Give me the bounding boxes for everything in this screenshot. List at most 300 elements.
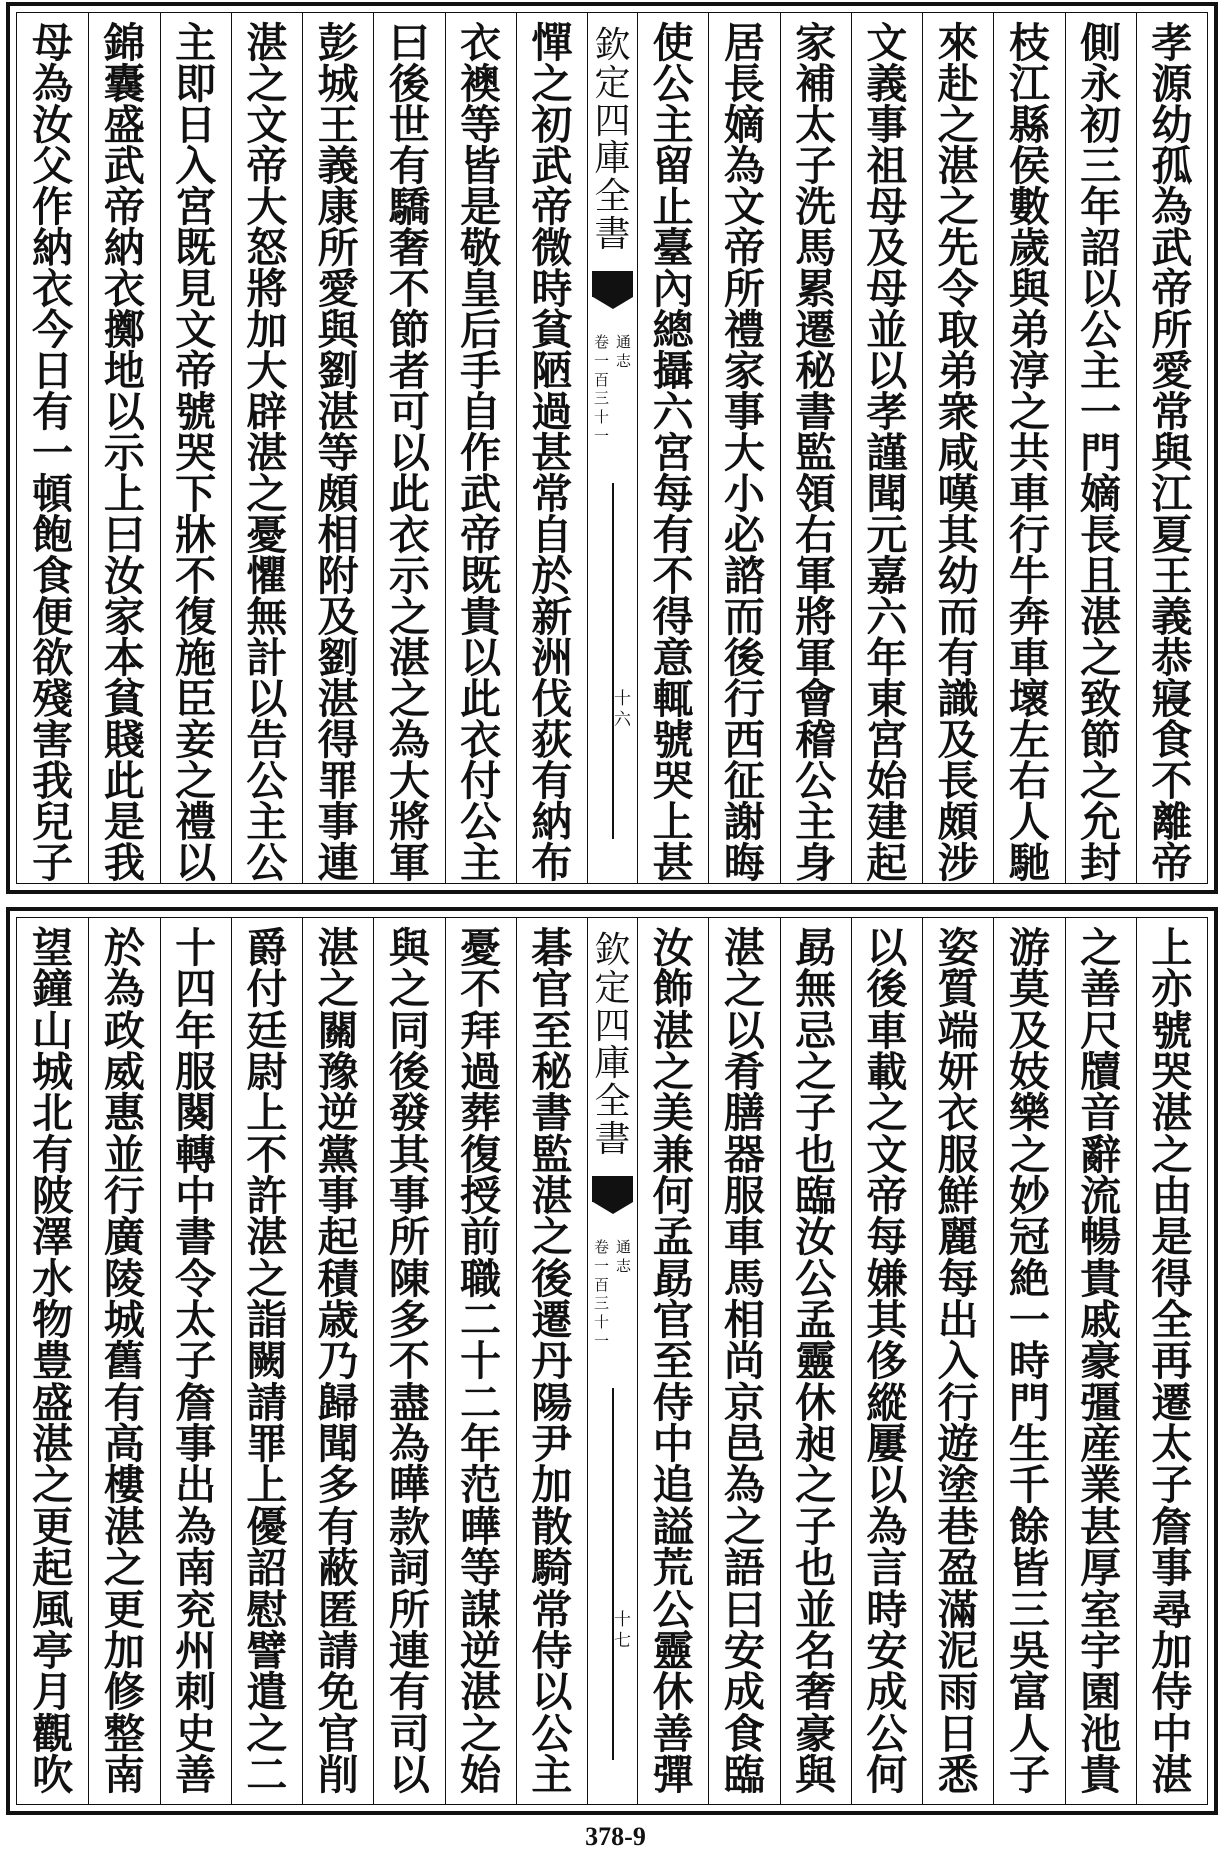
glyph: 馳 [1008,839,1050,883]
glyph: 遣 [246,1668,288,1717]
glyph: 嘆 [937,470,979,518]
glyph: 帝 [460,511,502,559]
volume-glyph: 一 [594,1331,610,1350]
glyph: 常 [1151,388,1193,436]
text-column-left-3 [373,918,444,1804]
glyph: 餘 [1008,1502,1050,1551]
glyph: 風 [32,1585,74,1634]
glyph: 得 [1151,1254,1193,1303]
glyph: 及 [937,716,979,764]
glyph: 之 [1151,1130,1193,1179]
text-column-right-4 [922,918,993,1804]
text-column-right-6 [780,13,851,883]
glyph: 懼 [246,552,288,600]
glyph: 甚 [652,839,694,883]
glyph: 邑 [723,1420,765,1469]
series-title [616,1238,631,1276]
glyph: 之 [388,675,430,723]
glyph: 車 [866,1006,908,1055]
glyph: 塗 [937,1461,979,1510]
glyph: 意 [652,634,694,682]
glyph: 帝 [723,224,765,272]
glyph: 湛 [317,388,359,436]
glyph: 衆 [937,388,979,436]
glyph: 也 [795,1130,837,1179]
glyph: 為 [723,1461,765,1510]
volume-label [594,1238,609,1351]
glyph: 諮 [723,552,765,600]
volume-glyph: 十 [594,1313,610,1331]
glyph: 至 [652,1337,694,1386]
glyph: 不 [388,1337,430,1386]
glyph: 大 [723,429,765,477]
glyph: 日 [32,347,74,395]
book-name-glyph: 庫 [594,1043,631,1085]
glyph: 太 [1151,1420,1193,1469]
glyph: 文 [723,183,765,231]
glyph: 自 [531,511,573,559]
glyph: 休 [652,1668,694,1717]
volume-glyph: 百 [594,1275,610,1294]
glyph: 公 [1080,306,1122,354]
glyph: 頓 [32,470,74,518]
glyph: 飽 [32,511,74,559]
glyph: 行 [723,675,765,723]
glyph: 居 [723,19,765,67]
glyph: 武 [103,142,145,190]
glyph: 之 [866,1089,908,1138]
glyph: 主 [652,101,694,149]
glyph: 戚 [1080,1296,1122,1345]
glyph: 起 [866,839,908,883]
glyph: 連 [388,1626,430,1675]
glyph: 壞 [1008,675,1050,723]
glyph: 主 [795,798,837,846]
glyph: 聞 [317,1420,359,1469]
glyph: 常 [531,1585,573,1634]
glyph: 相 [723,1296,765,1345]
glyph: 謝 [723,798,765,846]
book-name-glyph: 庫 [594,138,631,180]
glyph: 一 [1008,1296,1050,1345]
glyph: 孟 [795,1296,837,1345]
glyph: 園 [1080,1668,1122,1717]
glyph: 無 [246,593,288,641]
glyph: 遷 [1151,1378,1193,1427]
glyph: 世 [388,101,430,149]
glyph: 賤 [103,716,145,764]
glyph: 且 [1080,552,1122,600]
series-title-glyph: 志 [616,1256,632,1275]
glyph: 敬 [460,224,502,272]
glyph: 之 [531,60,573,108]
glyph: 子 [32,839,74,883]
book-name-glyph: 全 [594,1081,631,1123]
glyph: 許 [246,1172,288,1221]
glyph: 入 [937,1337,979,1386]
text-column-right-5 [851,13,922,883]
glyph: 我 [103,839,145,883]
glyph: 月 [32,1668,74,1717]
glyph: 詔 [246,1544,288,1593]
glyph: 官 [652,1296,694,1345]
glyph: 爵 [246,924,288,972]
glyph: 所 [317,224,359,272]
glyph: 詹 [175,1378,217,1427]
glyph: 衣 [32,265,74,313]
glyph: 節 [388,306,430,354]
glyph: 再 [1151,1337,1193,1386]
glyph: 康 [317,183,359,231]
glyph: 征 [723,757,765,805]
glyph: 衣 [388,511,430,559]
glyph: 之 [388,593,430,641]
glyph: 王 [1151,552,1193,600]
glyph: 貴 [460,593,502,641]
glyph: 與 [1151,429,1193,477]
glyph: 謚 [652,1502,694,1551]
glyph: 太 [175,1296,217,1345]
glyph: 兖 [175,1585,217,1634]
glyph: 加 [531,1461,573,1510]
text-column-left-4 [302,918,373,1804]
glyph: 多 [317,1461,359,1510]
glyph: 澤 [32,1213,74,1262]
glyph: 洗 [795,183,837,231]
glyph: 三 [1080,142,1122,190]
glyph: 曰 [388,19,430,67]
top-leaf [6,2,1218,894]
glyph: 中 [1151,1709,1193,1758]
glyph: 右 [1008,757,1050,805]
glyph: 嫡 [723,101,765,149]
glyph: 文 [866,1130,908,1179]
glyph: 二 [246,1750,288,1799]
glyph: 囊 [103,60,145,108]
glyph: 公 [795,757,837,805]
glyph: 厚 [1080,1544,1122,1593]
text-column-right-8 [637,13,708,883]
series-title [616,333,631,371]
glyph: 不 [1151,757,1193,805]
glyph: 多 [388,1296,430,1345]
glyph: 上 [652,798,694,846]
glyph: 請 [246,1378,288,1427]
glyph: 豊 [32,1337,74,1386]
glyph: 過 [531,388,573,436]
glyph: 母 [866,265,908,313]
glyph: 可 [388,388,430,436]
glyph: 咸 [937,429,979,477]
glyph: 此 [103,757,145,805]
glyph: 加 [103,1626,145,1675]
glyph: 冠 [1008,1213,1050,1262]
glyph: 皆 [460,142,502,190]
glyph: 雨 [937,1668,979,1717]
glyph: 追 [652,1461,694,1510]
glyph: 以 [460,634,502,682]
glyph: 太 [795,101,837,149]
glyph: 逆 [460,1626,502,1675]
glyph: 荒 [652,1544,694,1593]
glyph: 帝 [866,1172,908,1221]
text-column-left-7 [88,918,159,1804]
glyph: 飾 [652,965,694,1014]
glyph: 湛 [103,1502,145,1551]
glyph: 王 [317,101,359,149]
glyph: 新 [531,593,573,641]
glyph: 於 [531,552,573,600]
glyph: 所 [388,1213,430,1262]
glyph: 人 [1008,798,1050,846]
glyph: 曰 [723,1585,765,1634]
glyph: 母 [866,183,908,231]
glyph: 側 [1080,19,1122,67]
glyph: 湛 [246,1213,288,1262]
glyph: 家 [723,347,765,395]
glyph: 子 [1008,1750,1050,1799]
glyph: 無 [795,965,837,1014]
glyph: 涉 [937,839,979,883]
glyph: 文 [175,306,217,354]
glyph: 有 [32,1130,74,1179]
glyph: 南 [103,1750,145,1799]
glyph: 害 [32,716,74,764]
glyph: 湛 [460,1668,502,1717]
glyph: 為 [866,1502,908,1551]
glyph: 臺 [652,224,694,272]
book-name-glyph: 欽 [594,930,631,971]
glyph: 盛 [32,1378,74,1427]
glyph: 出 [937,1296,979,1345]
glyph: 帝 [103,183,145,231]
glyph: 服 [937,1130,979,1179]
glyph: 詞 [388,1544,430,1593]
center-rule [612,483,614,839]
text-column-left-4 [302,13,373,883]
glyph: 每 [866,1213,908,1262]
glyph: 孝 [1151,19,1193,67]
glyph: 臨 [723,1750,765,1799]
glyph: 麗 [937,1213,979,1262]
glyph: 馬 [723,1254,765,1303]
glyph: 軍 [388,839,430,883]
glyph: 詣 [246,1296,288,1345]
glyph: 起 [317,1213,359,1262]
glyph: 汝 [652,924,694,972]
glyph: 將 [388,798,430,846]
glyph: 池 [1080,1709,1122,1758]
glyph: 款 [388,1502,430,1551]
glyph: 帝 [175,347,217,395]
glyph: 湛 [531,1172,573,1221]
glyph: 大 [388,757,430,805]
glyph: 名 [795,1626,837,1675]
center-margin-strip [587,13,637,883]
glyph: 始 [460,1750,502,1799]
series-title-glyph: 志 [616,351,632,370]
glyph: 義 [866,60,908,108]
glyph: 三 [1008,1585,1050,1634]
glyph: 牀 [175,511,217,559]
glyph: 之 [1008,1130,1050,1179]
glyph: 納 [103,224,145,272]
glyph: 東 [866,675,908,723]
volume-glyph: 三 [594,1294,610,1313]
glyph: 為 [388,716,430,764]
glyph: 江 [1008,60,1050,108]
glyph: 於 [103,924,145,972]
glyph: 暢 [1080,1213,1122,1262]
glyph: 臨 [795,1172,837,1221]
footer-page-number: 378-9 [585,1822,646,1851]
glyph: 請 [317,1626,359,1675]
glyph: 左 [1008,716,1050,764]
glyph: 出 [175,1461,217,1510]
glyph: 汝 [103,552,145,600]
glyph: 侍 [531,1626,573,1675]
book-name-glyph: 定 [594,62,631,104]
glyph: 流 [1080,1172,1122,1221]
glyph: 布 [531,839,573,883]
glyph: 有 [388,1668,430,1717]
glyph: 由 [1151,1172,1193,1221]
glyph: 遷 [531,1296,573,1345]
glyph: 者 [388,347,430,395]
glyph: 甚 [531,429,573,477]
glyph: 長 [723,60,765,108]
glyph: 所 [388,1585,430,1634]
glyph: 器 [723,1130,765,1179]
glyph: 修 [103,1668,145,1717]
glyph: 樓 [103,1461,145,1510]
glyph: 之 [317,965,359,1014]
glyph: 公 [652,60,694,108]
book-name-glyph: 欽 [594,25,631,66]
glyph: 來 [937,19,979,67]
text-column-left-2 [445,13,516,883]
glyph: 豪 [1080,1337,1122,1386]
glyph: 之 [1080,924,1122,972]
glyph: 此 [460,675,502,723]
glyph: 皇 [460,265,502,313]
glyph: 范 [460,1461,502,1510]
glyph: 常 [531,470,573,518]
glyph: 致 [1080,675,1122,723]
glyph: 以 [175,839,217,883]
glyph: 公 [246,839,288,883]
glyph: 貧 [531,306,573,354]
glyph: 之 [723,1502,765,1551]
glyph: 作 [460,429,502,477]
fish-tail-mark [592,271,633,297]
glyph: 有 [388,142,430,190]
glyph: 日 [937,1709,979,1758]
glyph: 地 [103,347,145,395]
glyph: 及 [866,224,908,272]
glyph: 大 [246,183,288,231]
text-column-left-1 [516,13,587,883]
folio-number [614,689,631,732]
glyph: 城 [103,1296,145,1345]
glyph: 陽 [531,1378,573,1427]
glyph: 譬 [246,1626,288,1675]
book-name [588,932,637,1159]
text-column-left-7 [88,13,159,883]
glyph: 車 [723,1213,765,1262]
glyph: 更 [32,1502,74,1551]
glyph: 事 [1151,1544,1193,1593]
glyph: 哭 [175,429,217,477]
glyph: 為 [388,1420,430,1469]
glyph: 為 [1151,183,1193,231]
glyph: 謹 [866,429,908,477]
glyph: 兒 [32,798,74,846]
glyph: 與 [1008,265,1050,313]
glyph: 奔 [1008,593,1050,641]
glyph: 貧 [103,675,145,723]
glyph: 怒 [246,224,288,272]
glyph: 上 [103,470,145,518]
glyph: 水 [32,1254,74,1303]
glyph: 之 [1008,388,1050,436]
glyph: 盡 [388,1378,430,1427]
glyph: 之 [103,1544,145,1593]
glyph: 之 [795,1048,837,1097]
glyph: 善 [652,1709,694,1758]
glyph: 帝 [1151,265,1193,313]
glyph: 門 [1008,1378,1050,1427]
glyph: 伐 [531,675,573,723]
glyph: 晦 [723,839,765,883]
glyph: 語 [723,1544,765,1593]
glyph: 何 [866,1750,908,1799]
glyph: 望 [32,924,74,972]
glyph: 使 [652,19,694,67]
glyph: 今 [32,306,74,354]
glyph: 建 [866,798,908,846]
volume-glyph: 十 [594,408,610,426]
glyph: 節 [1080,716,1122,764]
glyph: 六 [652,388,694,436]
glyph: 妙 [1008,1172,1050,1221]
text-column-right-4 [922,13,993,883]
glyph: 以 [388,429,430,477]
glyph: 巷 [937,1502,979,1551]
glyph: 發 [388,1089,430,1138]
glyph: 公 [866,1709,908,1758]
glyph: 闋 [175,1089,217,1138]
glyph: 不 [652,552,694,600]
glyph: 甚 [1080,1502,1122,1551]
glyph: 騎 [531,1544,573,1593]
glyph: 之 [531,1213,573,1262]
glyph: 公 [246,757,288,805]
glyph: 尹 [531,1420,573,1469]
glyph: 擲 [103,306,145,354]
glyph: 奢 [795,1668,837,1717]
glyph: 二 [460,1296,502,1345]
glyph: 號 [652,716,694,764]
glyph: 刺 [175,1668,217,1717]
glyph: 歸 [317,1378,359,1427]
glyph: 慰 [246,1585,288,1634]
glyph: 皆 [1008,1544,1050,1593]
glyph: 恭 [1151,634,1193,682]
glyph: 殘 [32,675,74,723]
glyph: 年 [1080,183,1122,231]
glyph: 下 [175,470,217,518]
